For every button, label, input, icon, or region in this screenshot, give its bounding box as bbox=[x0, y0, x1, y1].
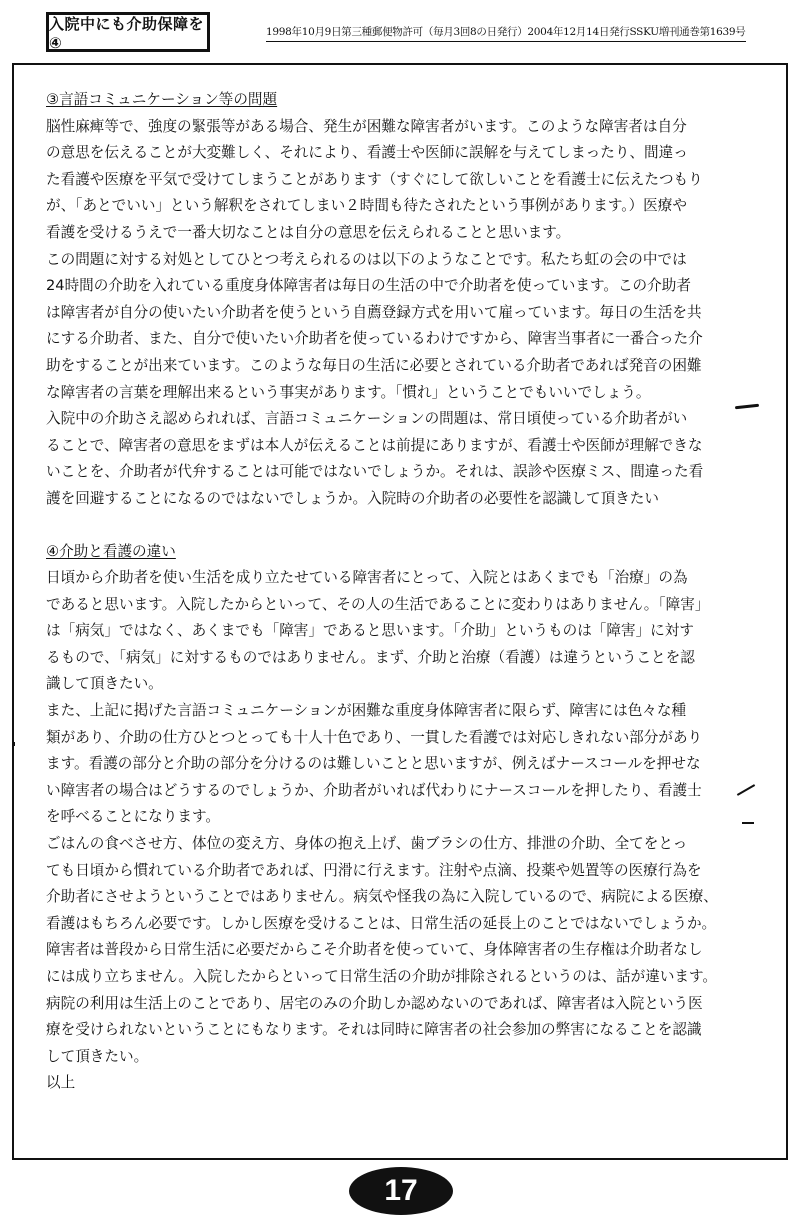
section-3-paragraph-1: 脳性麻痺等で、強度の緊張等がある場合、発生が困難な障害者がいます。このような障害者は自分 の意思を伝えることが大変難しく、それにより、看護士や医師に誤解を与えてしまったり、間違っ た看護や医療を平気で受けてしまうことがあります（すぐにして欲しいことを看護士に伝えたつもり が、「あとでいい」という解釈をされてしまい２時間も待たされたという事例があります。）医療や 看護を受けるうえで一番大切なことは自分の意思を伝えられることと思います。 bbox=[46, 117, 703, 241]
section-4-paragraph-2: また、上記に掲げた言語コミュニケーションが困難な重度身体障害者に限らず、障害には色々な種 類があり、介助の仕方ひとつとっても十人十色であり、一貫した看護では対応しきれない部分があり ます。看護の部分と介助の部分を分けるのは難しいことと思いますが、例えばナースコールを押せな い障害者の場合はどうするのでしょうか、介助者がいれば代わりにナースコールを押したり、看護士 を呼べることになります。 bbox=[46, 702, 703, 826]
section-3-paragraph-2: この問題に対する対処としてひとつ考えられるのは以下のようなことです。私たち虹の会の中では 24時間の介助を入れている重度身体障害者は毎日の生活の中で介助者を使っています。この介助者 は障害者が自分の使いたい介助者を使うという自薦登録方式を用いて雇っています。毎日の生活を共 にする介助者、また、自分で使いたい介助者を使っているわけですから、障害当事者に一番合った介 助をすることが出来ています。このような毎日の生活に必要とされている介助者であれば発音の困難 な障害者の言葉を理解出来るという事実があります。「慣れ」ということでもいいでしょう。 bbox=[46, 250, 703, 401]
closing-text: 以上 bbox=[46, 1074, 76, 1092]
page-number: 17 bbox=[384, 1174, 418, 1207]
series-title-text: 入院中にも介助保障を④ bbox=[49, 14, 205, 52]
section-spacer bbox=[46, 513, 762, 539]
section-4-paragraph-1: 日頃から介助者を使い生活を成り立たせている障害者にとって、入院とはあくまでも「治療」の為 であると思います。入院したからといって、その人の生活であることに変わりはありません。「障害」 は「病気」ではなく、あくまでも「障害」であると思います。「介助」というものは「障害」に対す るもので、「病気」に対するものではありません。まず、介助と治療（看護）は違うということを認 識して頂きたい。 bbox=[46, 569, 710, 693]
section-3-paragraph-3: 入院中の介助さえ認められれば、言語コミュニケーションの問題は、常日頃使っている介助者がい ることで、障害者の意思をまずは本人が伝えることは前提にありますが、看護士や医師が理解できな いことを、介助者が代弁することは可能ではないでしょうか。それは、誤診や医療ミス、間違った看 護を回避することになるのではないでしょうか。入院時の介助者の必要性を認識して頂きたい bbox=[46, 410, 704, 507]
page-number-badge bbox=[349, 1167, 453, 1215]
margin-mark bbox=[742, 822, 754, 824]
margin-mark bbox=[12, 742, 15, 746]
section-3-heading: ③言語コミュニケーション等の問題 bbox=[46, 91, 278, 108]
section-4-paragraph-3: ごはんの食べさせ方、体位の変え方、身体の抱え上げ、歯ブラシの仕方、排泄の介助、全てをとっ ても日頃から慣れている介助者であれば、円滑に行えます。注射や点滴、投薬や処置等の医療行為を 介助者にさせようということではありません。病気や怪我の為に入院しているので、病院による医療、 看護はもちろん必要です。しかし医療を受けることは、日常生活の延長上のことではないでしょうか。 障害者は普段から日常生活に必要だからこそ介助者を使っていて、身体障害者の生存権は介助者なし には成り立ちません。入院したからといって日常生活の介助が排除されるというのは、話が違います。 病院の利用は生活上のことであり、居宅のみの介助しか認めないのであれば、障害者は入院という医 療を受けられないということにもなります。それは同時に障害者の社会参加の弊害になることを認識 して頂きたい。 bbox=[46, 835, 718, 1065]
section-4-heading: ④介助と看護の違い bbox=[46, 542, 176, 560]
article-body bbox=[46, 87, 762, 1097]
series-title-badge bbox=[46, 12, 210, 52]
postal-permit-line: 1998年10月9日第三種郵便物許可（毎月3回8の日発行）2004年12月14日発行SSKU増刊通巻第1639号 bbox=[266, 24, 746, 42]
